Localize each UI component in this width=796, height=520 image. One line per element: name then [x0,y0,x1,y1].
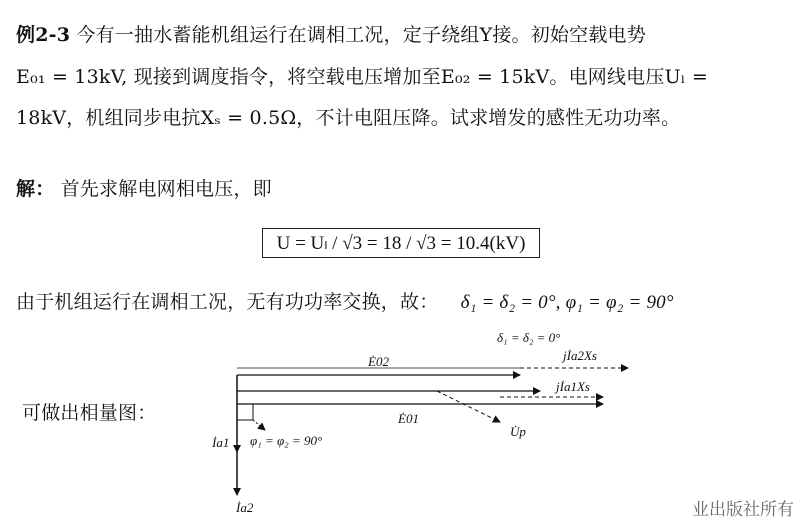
phi-pointer [253,420,265,430]
jia1xs-label: jİa1Xs [556,379,590,394]
right-angle-mark [237,404,253,420]
e02-label: Ė02 [368,354,389,369]
delta-label: δ₁ = δ₂ = 0° [497,330,561,345]
solution-text: 首先求解电网相电压，即 [60,178,272,200]
ia1-label: İa1 [212,435,230,450]
voltage-formula: U = Uₗ / √3 = 18 / √3 = 10.4(kV) [262,228,540,258]
problem-text-1: 今有一抽水蓄能机组运行在调相工况，定子绕组Y接。初始空载电势 [76,24,646,46]
up-arrow [437,391,500,422]
problem-label: 例2-3 [16,24,71,46]
condition-math: δ₁ = δ₂ = 0°, φ₁ = φ₂ = 90° [460,292,674,313]
diagram-caption: 可做出相量图： [22,402,157,424]
problem-line-3: 18kV，机组同步电抗Xₛ = 0.5Ω，不计电阻压降。试求增发的感性无功功率。 [16,107,681,129]
ia2-label: İa2 [236,500,254,515]
problem-line-2: E₀₁ = 13kV, 现接到调度指令，将空载电压增加至E₀₂ = 15kV。电网线电压Uₗ = [16,66,708,88]
phi-label: φ₁ = φ₂ = 90° [250,433,323,448]
jia2xs-label: jİa2Xs [563,348,597,363]
condition-text: 由于机组运行在调相工况，无有功功率交换，故： [16,291,439,313]
up-label: U̇p [510,424,526,439]
solution-label: 解： [16,178,55,200]
e01-label: Ė01 [398,411,419,426]
publisher-watermark: 业出版社所有 [692,500,794,520]
